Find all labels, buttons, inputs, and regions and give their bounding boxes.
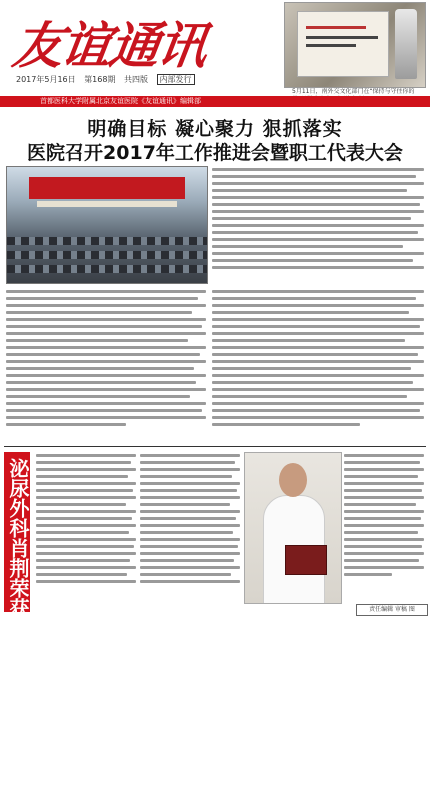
article-column-left [6,290,206,442]
page-count: 共四版 [124,75,149,84]
red-banner-text: 首都医科大学附属北京友谊医院《友谊通讯》编辑部 [40,97,201,105]
audience-row [7,237,207,245]
award-photo [284,2,426,88]
second-story-column-2 [140,454,240,604]
editor-signature: 责任编辑 审稿 图 [356,604,428,616]
award-certificate [285,545,327,575]
masthead [6,4,276,92]
article-column-right-top [212,168,424,280]
second-story-title: 泌尿外科肖荆荣获“北京青年五四奖章” [6,458,30,804]
meeting-photo [6,166,208,284]
stage-subbanner [37,201,177,207]
trophy [395,9,417,79]
photo-caption: 5月11日，南外交文化部门在“保持与守住你的 [292,88,415,95]
internal-release: 内部发行 [157,74,195,85]
second-story-column-1 [36,454,136,604]
issue-number: 第168期 [84,75,116,84]
headline-primary: 明确目标 凝心聚力 狠抓落实 [87,118,343,140]
story-divider [4,446,426,447]
doctor-award-photo [244,452,342,604]
audience-row [7,265,207,273]
second-story-column-3 [344,454,424,600]
issue-date: 2017年5月16日 [16,75,76,84]
newspaper-title: 友谊通讯 [9,16,210,75]
headline-secondary: 医院召开2017年工作推进会暨职工代表大会 [27,142,403,164]
award-plaque [297,11,389,77]
stage-banner [29,177,185,199]
doctor-head [279,463,307,497]
issue-line [16,74,286,86]
audience-row [7,251,207,259]
article-column-right-middle [212,290,424,442]
